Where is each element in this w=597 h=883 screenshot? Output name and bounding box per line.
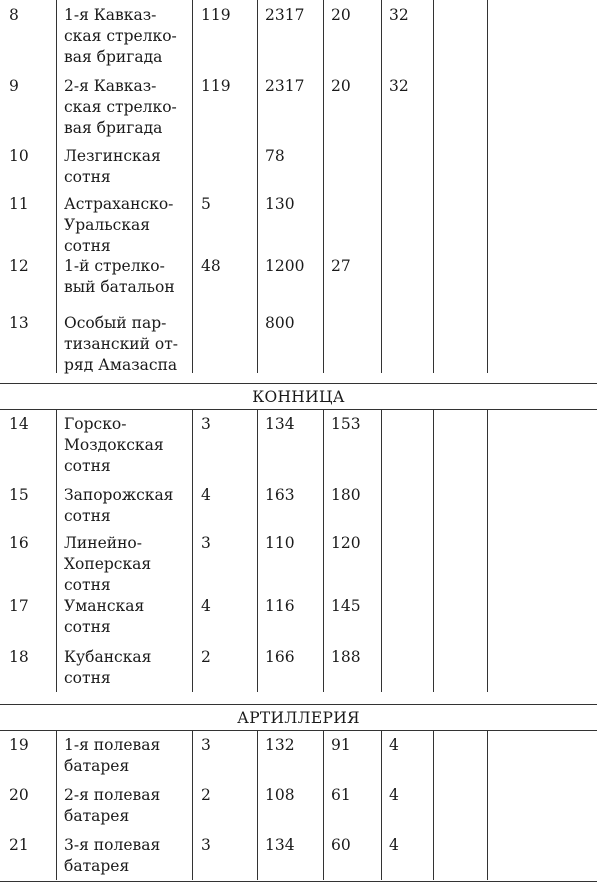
value-col-6	[389, 480, 431, 528]
column-divider	[381, 71, 382, 141]
column-divider	[381, 780, 382, 830]
column-divider	[487, 141, 488, 189]
value-col-3	[201, 308, 259, 373]
column-divider	[192, 409, 193, 480]
column-divider	[192, 0, 193, 71]
column-divider	[192, 141, 193, 189]
column-divider	[56, 71, 57, 141]
value-col-3: 2	[201, 786, 211, 804]
column-divider	[381, 409, 382, 480]
column-divider	[323, 591, 324, 642]
row-number: 15	[9, 486, 29, 504]
column-divider	[381, 591, 382, 642]
table-row	[0, 0, 597, 71]
column-divider	[433, 308, 434, 373]
table-row	[0, 528, 597, 594]
value-col-5: 180	[331, 486, 361, 504]
column-divider	[323, 642, 324, 692]
column-divider	[487, 409, 488, 480]
row-number: 17	[9, 597, 29, 615]
column-divider	[56, 409, 57, 480]
column-divider	[433, 480, 434, 528]
value-col-4: 163	[265, 486, 295, 504]
unit-name: 1-я полевая батарея	[64, 736, 161, 775]
value-col-5: 188	[331, 648, 361, 666]
value-col-5: 91	[331, 736, 351, 754]
value-col-5	[331, 141, 379, 189]
value-col-5	[331, 308, 379, 373]
column-divider	[487, 480, 488, 528]
column-divider	[323, 141, 324, 189]
value-col-5: 61	[331, 786, 351, 804]
value-col-6	[389, 528, 431, 591]
column-divider	[433, 830, 434, 880]
column-divider	[487, 528, 488, 591]
column-divider	[323, 409, 324, 480]
column-divider	[323, 189, 324, 251]
section-heading: АРТИЛЛЕРИЯ	[237, 709, 360, 727]
column-divider	[433, 189, 434, 251]
table-row	[0, 141, 597, 189]
value-col-5: 20	[331, 77, 351, 95]
column-divider	[381, 141, 382, 189]
column-divider	[323, 528, 324, 591]
column-divider	[192, 730, 193, 780]
table-row	[0, 591, 597, 642]
value-col-5: 145	[331, 597, 361, 615]
unit-name: Уманская сотня	[64, 597, 145, 636]
column-divider	[487, 251, 488, 308]
column-divider	[323, 730, 324, 780]
column-divider	[487, 642, 488, 692]
value-col-4: 800	[265, 314, 295, 332]
column-divider	[192, 189, 193, 251]
row-number: 18	[9, 648, 29, 666]
value-col-6	[389, 251, 431, 308]
column-divider	[487, 830, 488, 880]
column-divider	[433, 528, 434, 591]
table-row	[0, 71, 597, 141]
table-row	[0, 308, 597, 373]
column-divider	[56, 251, 57, 308]
value-col-3: 5	[201, 195, 211, 213]
unit-name: Астраханско- Уральская сотня	[64, 195, 174, 255]
column-divider	[323, 71, 324, 141]
value-col-6: 4	[389, 736, 399, 754]
row-number: 20	[9, 786, 29, 804]
value-col-3: 48	[201, 257, 221, 275]
column-divider	[192, 480, 193, 528]
column-divider	[56, 780, 57, 830]
value-col-6: 4	[389, 836, 399, 854]
column-divider	[192, 308, 193, 373]
unit-name: 2-я Кавказ- ская стрелко- вая бригада	[64, 77, 177, 137]
column-divider	[192, 251, 193, 308]
column-divider	[56, 480, 57, 528]
column-divider	[487, 189, 488, 251]
unit-name: 1-й стрелко- вый батальон	[64, 257, 175, 296]
column-divider	[192, 71, 193, 141]
column-divider	[192, 642, 193, 692]
value-col-5: 60	[331, 836, 351, 854]
value-col-6	[389, 189, 431, 251]
column-divider	[192, 528, 193, 591]
value-col-4: 132	[265, 736, 295, 754]
value-col-4: 110	[265, 534, 295, 552]
value-col-4: 134	[265, 836, 295, 854]
column-divider	[56, 528, 57, 591]
unit-name: 2-я полевая батарея	[64, 786, 161, 825]
value-col-3: 2	[201, 648, 211, 666]
column-divider	[487, 0, 488, 71]
section-rule	[0, 383, 597, 384]
column-divider	[381, 251, 382, 308]
row-number: 9	[9, 77, 19, 95]
column-divider	[433, 0, 434, 71]
column-divider	[381, 730, 382, 780]
row-number: 16	[9, 534, 29, 552]
row-number: 14	[9, 415, 29, 433]
unit-name: Запорожская сотня	[64, 486, 174, 525]
value-col-6	[389, 308, 431, 373]
unit-name: 3-я полевая батарея	[64, 836, 161, 875]
unit-name: Кубанская сотня	[64, 648, 152, 687]
value-col-3: 119	[201, 6, 231, 24]
value-col-6: 32	[389, 6, 409, 24]
column-divider	[56, 0, 57, 71]
value-col-5: 27	[331, 257, 351, 275]
column-divider	[433, 141, 434, 189]
column-divider	[487, 308, 488, 373]
unit-name: Лезгинская сотня	[64, 147, 161, 186]
value-col-6	[389, 141, 431, 189]
value-col-3: 119	[201, 77, 231, 95]
value-col-3: 3	[201, 736, 211, 754]
table-row	[0, 251, 597, 308]
column-divider	[56, 141, 57, 189]
column-divider	[487, 71, 488, 141]
value-col-3	[201, 141, 259, 189]
row-number: 12	[9, 257, 29, 275]
value-col-5: 120	[331, 534, 361, 552]
column-divider	[56, 591, 57, 642]
row-number: 11	[9, 195, 29, 213]
column-divider	[323, 830, 324, 880]
value-col-6	[389, 642, 431, 692]
column-divider	[381, 189, 382, 251]
column-divider	[487, 780, 488, 830]
column-divider	[381, 0, 382, 71]
table-row	[0, 730, 597, 780]
value-col-6	[389, 591, 431, 642]
column-divider	[56, 189, 57, 251]
table-row	[0, 830, 597, 880]
column-divider	[433, 780, 434, 830]
column-divider	[487, 730, 488, 780]
unit-name: 1-я Кавказ- ская стрелко- вая бригада	[64, 6, 177, 66]
table-row	[0, 409, 597, 480]
value-col-4: 134	[265, 415, 295, 433]
column-divider	[433, 730, 434, 780]
value-col-4: 78	[265, 147, 285, 165]
column-divider	[56, 730, 57, 780]
column-divider	[433, 251, 434, 308]
column-divider	[381, 308, 382, 373]
value-col-4: 2317	[265, 77, 305, 95]
column-divider	[323, 780, 324, 830]
table-bottom-rule	[0, 881, 597, 882]
table-row	[0, 642, 597, 692]
value-col-5: 20	[331, 6, 351, 24]
table-row	[0, 189, 597, 255]
column-divider	[381, 480, 382, 528]
table-row	[0, 480, 597, 528]
row-number: 10	[9, 147, 29, 165]
column-divider	[56, 830, 57, 880]
column-divider	[433, 71, 434, 141]
column-divider	[381, 642, 382, 692]
value-col-3: 3	[201, 534, 211, 552]
value-col-3: 3	[201, 415, 211, 433]
value-col-3: 4	[201, 486, 211, 504]
column-divider	[323, 0, 324, 71]
value-col-5: 153	[331, 415, 361, 433]
value-col-3: 4	[201, 597, 211, 615]
column-divider	[192, 830, 193, 880]
column-divider	[56, 642, 57, 692]
row-number: 13	[9, 314, 29, 332]
unit-name: Горско- Моздокская сотня	[64, 415, 164, 475]
row-number: 19	[9, 736, 29, 754]
column-divider	[487, 591, 488, 642]
column-divider	[381, 830, 382, 880]
value-col-5	[331, 189, 379, 251]
value-col-6	[389, 409, 431, 480]
value-col-4: 1200	[265, 257, 305, 275]
column-divider	[192, 780, 193, 830]
column-divider	[381, 528, 382, 591]
column-divider	[323, 480, 324, 528]
value-col-4: 116	[265, 597, 295, 615]
column-divider	[192, 591, 193, 642]
column-divider	[433, 409, 434, 480]
unit-name: Особый пар- тизанский от- ряд Амазаспа	[64, 314, 179, 374]
column-divider	[323, 251, 324, 308]
column-divider	[56, 308, 57, 373]
value-col-4: 130	[265, 195, 295, 213]
value-col-3: 3	[201, 836, 211, 854]
column-divider	[433, 642, 434, 692]
value-col-6: 32	[389, 77, 409, 95]
value-col-4: 2317	[265, 6, 305, 24]
table-row	[0, 780, 597, 830]
section-heading: КОННИЦА	[252, 388, 345, 406]
row-number: 21	[9, 836, 29, 854]
column-divider	[433, 591, 434, 642]
section-rule	[0, 704, 597, 705]
column-divider	[323, 308, 324, 373]
value-col-6: 4	[389, 786, 399, 804]
value-col-4: 108	[265, 786, 295, 804]
value-col-4: 166	[265, 648, 295, 666]
row-number: 8	[9, 6, 19, 24]
unit-name: Линейно- Хоперская сотня	[64, 534, 152, 594]
